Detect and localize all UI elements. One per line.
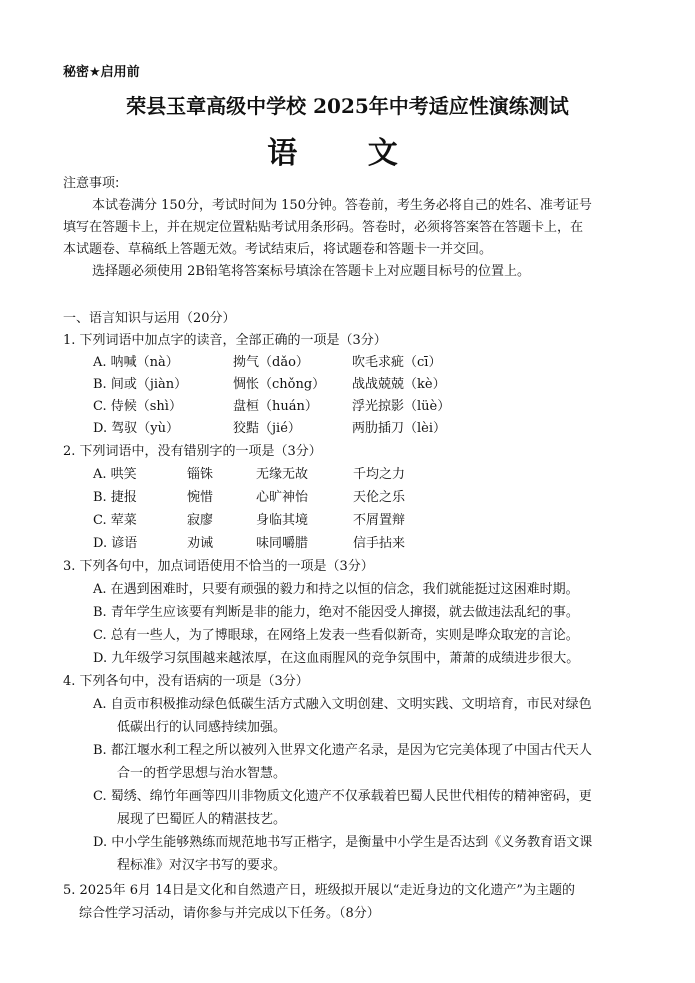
option-text: 惋惜	[187, 490, 214, 505]
option-text: A. 呐喊（nà）	[93, 355, 179, 370]
option-text: B. 都江堰水利工程之所以被列入世界文化遗产名录，是因为它完美体现了中国古代天人	[93, 743, 592, 758]
option-text: A. 自贡市积极推动绿色低碳生活方式融入文明创建、文明实践、文明培育，市民对绿色	[93, 697, 592, 712]
option-text: 狡黠（jié）	[233, 421, 301, 436]
option-text: B. 青年学生应该要有判断是非的能力，绝对不能因受人撺掇，就去做违法乱纪的事。	[93, 605, 579, 620]
question-5-stem: 5. 2025年 6月 14日是文化和自然遗产日，班级拟开展以“走近身边的文化遗产”为主题的	[63, 883, 575, 898]
option-text: 合一的哲学思想与治水智慧。	[117, 766, 287, 781]
option-text: 展现了巴蜀匠人的精湛技艺。	[117, 812, 287, 827]
question-4-stem: 4. 下列各句中，没有语病的一项是（3分）	[63, 674, 309, 689]
option-text: 不屑置辩	[353, 513, 406, 528]
option-text: 天伦之乐	[353, 490, 406, 505]
question-2-stem: 2. 下列词语中，没有错别字的一项是（3分）	[63, 444, 322, 459]
notice-line: 填写在答题卡上，并在规定位置粘贴考试用条形码。答卷时，必须将答案答在答题卡上，在	[63, 220, 584, 235]
option-text: D. 中小学生能够熟练而规范地书写正楷字，是衡量中小学生是否达到《义务教育语文课	[93, 835, 593, 850]
option-text: 千均之力	[353, 467, 406, 482]
option-text: 盘桓（huán）	[233, 399, 318, 414]
section-heading: 一、语言知识与运用（20分）	[63, 311, 236, 326]
option-text: D. 谚语	[93, 536, 138, 551]
notice-line: 选择题必须使用 2B铅笔将答案标号填涂在答题卡上对应题目标号的位置上。	[92, 264, 530, 279]
option-text: D. 九年级学习氛围越来越浓厚，在这血雨腥风的竞争氛围中，萧萧的成绩进步很大。	[93, 651, 580, 666]
option-text: 战战兢兢（kè）	[352, 377, 446, 392]
option-text: 低碳出行的认同感持续加强。	[117, 720, 287, 735]
option-text: 吹毛求疵（cī）	[352, 355, 442, 370]
question-5-stem-cont: 综合性学习活动，请你参与并完成以下任务。（8分）	[79, 906, 380, 921]
notice-line: 本试题卷、草稿纸上答题无效。考试结束后，将试题卷和答题卡一并交回。	[63, 242, 493, 257]
option-text: 锱铢	[187, 467, 214, 482]
option-text: 拗气（dǎo）	[233, 355, 309, 370]
option-text: 心旷神怡	[256, 490, 309, 505]
option-text: 惆怅（chǒng）	[233, 377, 326, 392]
option-text: 程标准》对汉字书写的要求。	[117, 858, 287, 873]
notice-line: 本试卷满分 150分，考试时间为 150分钟。答卷前，考生务必将自己的姓名、准考证号	[92, 198, 592, 213]
option-text: 身临其境	[256, 513, 309, 528]
option-text: D. 驾驭（yù）	[93, 421, 179, 436]
option-text: C. 侍候（shì）	[93, 399, 182, 414]
option-text: 无缘无故	[256, 467, 309, 482]
option-text: B. 捷报	[93, 490, 137, 505]
confidential-label: 秘密★启用前	[63, 65, 140, 80]
option-text: C. 总有一些人，为了博眼球，在网络上发表一些看似新奇，实则是哗众取宠的言论。	[93, 628, 579, 643]
option-text: A. 在遇到困难时，只要有顽强的毅力和持之以恒的信念，我们就能挺过这困难时期。	[93, 582, 579, 597]
option-text: 味同嚼腊	[256, 536, 309, 551]
question-1-stem: 1. 下列词语中加点字的读音，全部正确的一项是（3分）	[63, 333, 387, 348]
option-text: 寂廖	[187, 513, 214, 528]
option-text: B. 间或（jiàn）	[93, 377, 188, 392]
subject-title: 语 文	[267, 136, 428, 171]
notice-label: 注意事项:	[63, 176, 120, 191]
option-text: 两肋插刀（lèi）	[352, 421, 447, 436]
option-text: C. 蜀绣、绵竹年画等四川非物质文化遗产不仅承载着巴蜀人民世代相传的精神密码，更	[93, 789, 592, 804]
option-text: 浮光掠影（lüè）	[352, 399, 451, 414]
option-text: 劝诫	[187, 536, 214, 551]
question-3-stem: 3. 下列各句中，加点词语使用不恰当的一项是（3分）	[63, 559, 374, 574]
option-text: C. 荤菜	[93, 513, 137, 528]
exam-title: 荣县玉章高级中学校 2025年中考适应性演练测试	[126, 94, 569, 118]
option-text: 信手拈来	[353, 536, 406, 551]
option-text: A. 哄笑	[93, 467, 137, 482]
